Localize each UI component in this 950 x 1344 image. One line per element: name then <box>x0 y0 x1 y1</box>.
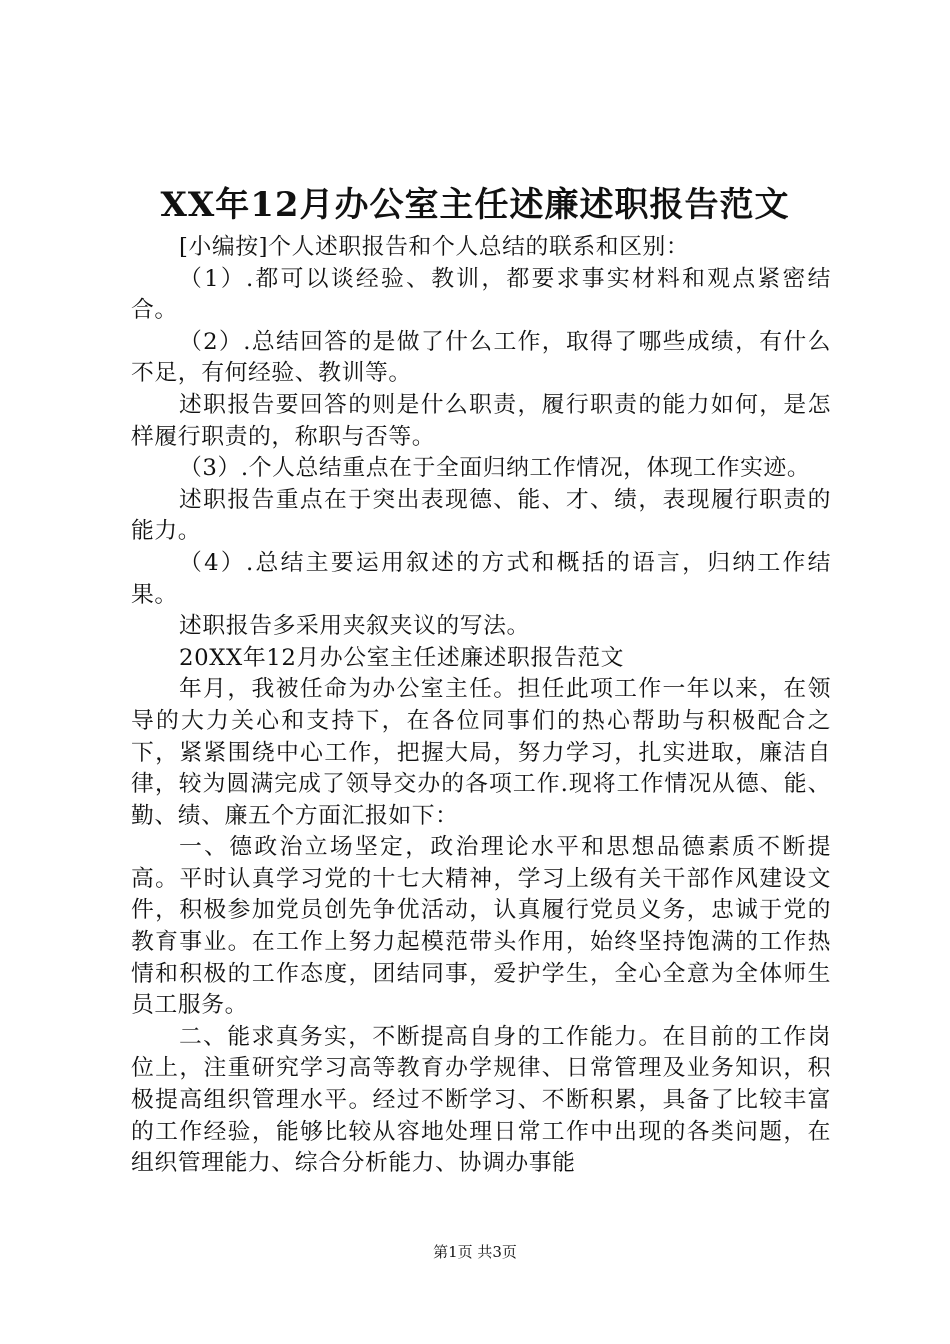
document-body <box>131 232 831 1180</box>
paragraph-point-3: （3）.个人总结重点在于全面归纳工作情况，体现工作实迹。 <box>179 455 811 482</box>
paragraph-section-de: 一、德政治立场坚定，政治理论水平和思想品德素质不断提高。平时认真学习党的十七大精神，学习上级有关干部作风建设文件，积极参加党员创先争优活动，认真履行党员义务，忠诚于党的教育事业。在工作上努力起模范带头作用，始终坚持饱满的工作热情和积极的工作态度，团结同事，爱护学生，全心全意为全体师生员工服务。 <box>131 834 831 1019</box>
page-number-footer: 第1页 共3页 <box>433 1243 517 1261</box>
paragraph-report-focus: 述职报告重点在于突出表现德、能、才、绩，表现履行职责的能力。 <box>131 486 831 545</box>
document-title: XX年12月办公室主任述廉述职报告范文 <box>160 185 790 225</box>
paragraph-point-4: （4）.总结主要运用叙述的方式和概括的语言，归纳工作结果。 <box>131 549 831 608</box>
paragraph-section-neng: 二、能求真务实，不断提高自身的工作能力。在目前的工作岗位上，注重研究学习高等教育办学规律、日常管理及业务知识，积极提高组织管理水平。经过不断学习、不断积累，具备了比较丰富的工作经验，能够比较从容地处理日常工作中出现的各类问题，在组织管理能力、综合分析能力、协调办事能 <box>131 1023 831 1177</box>
paragraph-editor-note: [小编按]个人述职报告和个人总结的联系和区别： <box>179 234 690 260</box>
paragraph-point-1: （1）.都可以谈经验、教训，都要求事实材料和观点紧密结合。 <box>131 265 831 324</box>
paragraph-report-duties: 述职报告要回答的则是什么职责，履行职责的能力如何，是怎样履行职责的，称职与否等。 <box>131 391 831 450</box>
paragraph-subtitle: 20XX年12月办公室主任述廉述职报告范文 <box>179 644 625 671</box>
paragraph-intro: 年月，我被任命为办公室主任。担任此项工作一年以来，在领导的大力关心和支持下，在各位同事们的热心帮助与积极配合之下，紧紧围绕中心工作，把握大局，努力学习，扎实进取，廉洁自律，较为圆满完成了领导交办的各项工作.现将工作情况从德、能、勤、绩、廉五个方面汇报如下： <box>131 676 831 829</box>
paragraph-point-2: （2）.总结回答的是做了什么工作，取得了哪些成绩，有什么不足，有何经验、教训等。 <box>131 328 831 387</box>
paragraph-report-style: 述职报告多采用夹叙夹议的写法。 <box>179 613 530 640</box>
